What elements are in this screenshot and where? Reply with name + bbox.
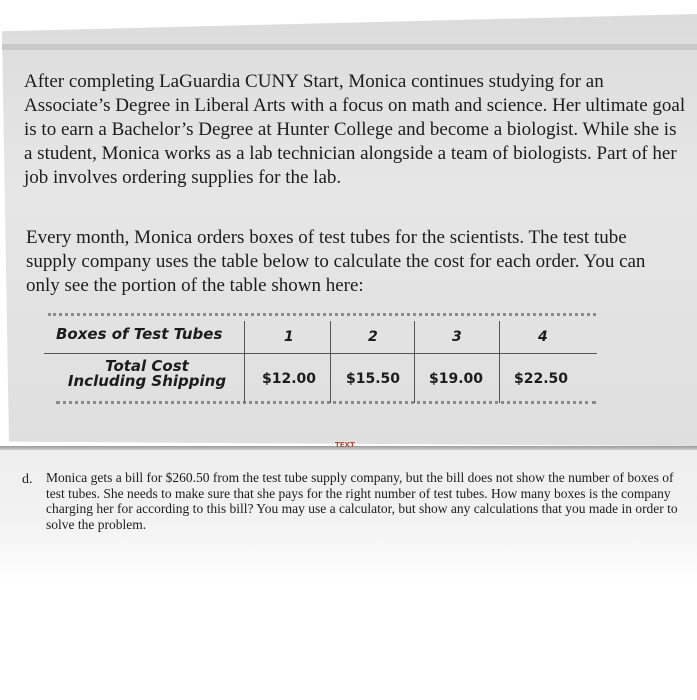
page-stub-text: TEXT (335, 441, 355, 449)
question-label: d. (22, 472, 33, 487)
cost-cell: $22.50 (514, 371, 569, 387)
intro-paragraph: After completing LaGuardia CUNY Start, Monica continues studying for an Associate’s Degree in Liberal Arts with a focus on math and science. Her ultimate goal is to earn a Bachelor’s Degree at Hunter College and become a biologist. While she is a student, Monica works as a lab technician alongside a team of biologists. Part of her job involves ordering supplies for the lab. (24, 71, 686, 188)
cost-table (44, 313, 597, 405)
paper-shadow-band (2, 44, 697, 50)
total-cost-label: Total Cost (105, 357, 189, 375)
table-column-divider (499, 321, 500, 403)
question-text: Monica gets a bill for $260.50 from the test tube supply company, but the bill does not show the number of boxes of test tubes. She needs to make sure that she pays for the right number of test tubes. How many boxes is the company charging her for according to this bill? You may use a calculator, but show any calculations that you made in order to solve the problem. (46, 470, 678, 532)
cost-cell: $12.00 (262, 371, 317, 387)
boxes-cell: 3 (452, 329, 462, 345)
table-column-divider (330, 321, 331, 403)
context-paragraph: Every month, Monica orders boxes of test tubes for the scientists. The test tube supply company uses the table below to calculate the cost for each order. You can only see the portion of the table shown here: (26, 227, 646, 296)
table-column-divider (414, 321, 415, 403)
boxes-cell: 1 (284, 329, 294, 345)
table-row-divider (44, 353, 597, 354)
table-column-divider (244, 321, 245, 403)
total-cost-row-header (58, 359, 236, 389)
cost-cell: $15.50 (346, 371, 401, 387)
table-bottom-dotted-border (56, 401, 596, 408)
table-top-dotted-border (48, 313, 596, 320)
boxes-cell: 2 (368, 329, 378, 345)
including-shipping-label: Including Shipping (67, 372, 227, 390)
boxes-row-header: Boxes of Test Tubes (56, 325, 223, 343)
boxes-cell: 4 (538, 329, 548, 345)
cost-cell: $19.00 (429, 371, 484, 387)
